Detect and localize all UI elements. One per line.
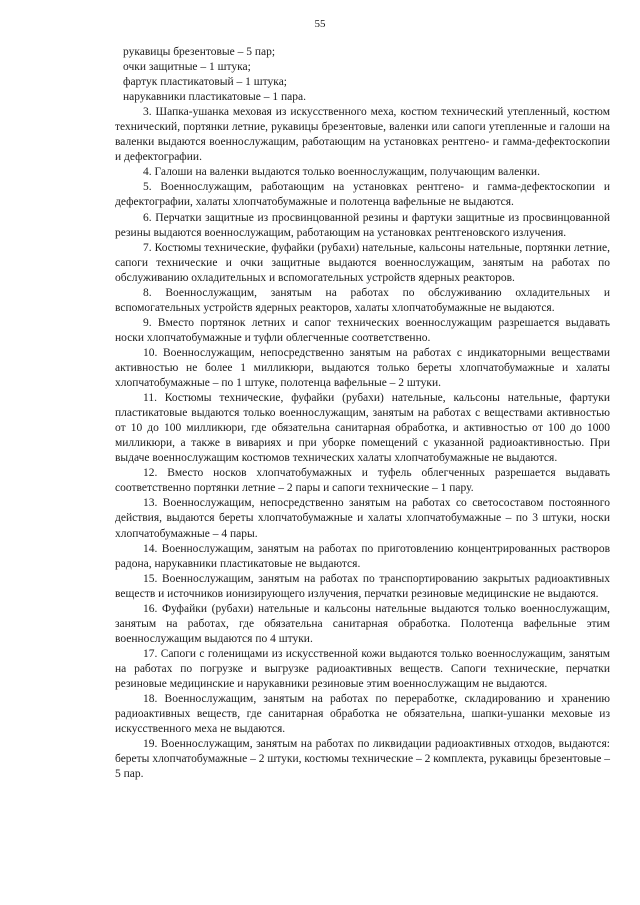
paragraph-17: 17. Сапоги с голенищами из искусственной кожи выдаются только военнослужащим, занятым на работах по погрузке и выгрузке радиоактивных веществ. Сапоги технические, перчатки резиновые медицинские и нарукавники резиновые этим военнослужащим не выдаются. xyxy=(115,647,610,690)
page-number: 55 xyxy=(314,18,326,30)
paragraph-15: 15. Военнослужащим, занятым на работах по транспортированию закрытых радиоактивных веществ и источников ионизирующего излучения, перчатки резиновые медицинские не выдаются. xyxy=(115,572,610,600)
paragraph-13: 13. Военнослужащим, непосредственно занятым на работах со светосоставом постоянного действия, выдаются береты хлопчатобумажные и халаты хлопчатобумажные – по 3 штуки, носки хлопчатобумажные – 4 пары. xyxy=(115,497,610,540)
paragraph-19: 19. Военнослужащим, занятым на работах по ликвидации радиоактивных отходов, выдаются: береты хлопчатобумажные – 2 штуки, костюмы технические – 2 комплекта, рукавицы брезентовые – 5 пар. xyxy=(115,738,610,781)
paragraph-11: 11. Костюмы технические, фуфайки (рубахи) нательные, кальсоны нательные, фартуки пластикатовые выдаются только военнослужащим, занятым на работах с веществами активностью от 10 до 100 милликюри, где обязательна санитарная обработка, и активностью от 100 до 1000 милликюри, а также в вивариях и при уборке помещений с указанной радиоактивностью. При выдаче военнослужащим костюмов технических халаты хлопчатобумажные не выдаются. xyxy=(115,392,610,465)
paragraph-4: 4. Галоши на валенки выдаются только военнослужащим, получающим валенки. xyxy=(143,166,540,179)
paragraph-8: 8. Военнослужащим, занятым на работах по обслуживанию охладительных и вспомогательных устройств ядерных реакторов, халаты хлопчатобумажные не выдаются. xyxy=(115,286,610,314)
list-item: фартук пластикатовый – 1 штука; xyxy=(123,76,287,89)
paragraph-18: 18. Военнослужащим, занятым на работах по переработке, складированию и хранению радиоактивных веществ, где санитарная обработка не обязательна, шапки-ушанки меховые из искусственного меха не выдаются. xyxy=(115,693,610,736)
paragraph-6: 6. Перчатки защитные из просвинцованной резины и фартуки защитные из просвинцованной резины выдаются военнослужащим, работающим на установках рентгеновского излучения. xyxy=(115,211,610,239)
list-item: рукавицы брезентовые – 5 пар; xyxy=(123,46,276,58)
paragraph-5: 5. Военнослужащим, работающим на установках рентгено- и гамма-дефектоскопии и дефектографии, халаты хлопчатобумажные и полотенца вафельные не выдаются. xyxy=(115,181,610,209)
document-body xyxy=(115,45,610,782)
paragraph-3: 3. Шапка-ушанка меховая из искусственного меха, костюм технический утепленный, костюм технический, портянки летние, рукавицы брезентовые, валенки или сапоги утепленные и галоши на валенки выдаются военнослужащим, работающим на установках рентгено- и гамма-дефектоскопии и дефектографии. xyxy=(115,106,610,164)
paragraph-14: 14. Военнослужащим, занятым на работах по приготовлению концентрированных растворов радона, нарукавники пластикатовые не выдаются. xyxy=(115,542,610,570)
list-item: очки защитные – 1 штука; xyxy=(123,61,251,74)
paragraph-16: 16. Фуфайки (рубахи) нательные и кальсоны нательные выдаются только военнослужащим, занятым на работах, где обязательна санитарная обработка. Полотенца вафельные этим военнослужащим выдаются по 4 штуки. xyxy=(115,602,610,645)
paragraph-7: 7. Костюмы технические, фуфайки (рубахи) нательные, кальсоны нательные, портянки летние, сапоги технические и очки защитные выдаются военнослужащим, занятым на работах по обслуживанию охладительных и вспомогательных устройств ядерных реакторов. xyxy=(115,241,610,284)
paragraph-9: 9. Вместо портянок летних и сапог технических военнослужащим разрешается выдавать носки хлопчатобумажные и туфли облегченные соответственно. xyxy=(115,316,610,344)
list-item: нарукавники пластикатовые – 1 пара. xyxy=(123,91,306,104)
paragraph-10: 10. Военнослужащим, непосредственно занятым на работах с индикаторными веществами активностью не более 1 милликюри, выдаются только береты хлопчатобумажные и халаты хлопчатобумажные – по 1 штуке, полотенца вафельные – 2 штуки. xyxy=(115,346,610,390)
item-list xyxy=(115,45,610,105)
paragraph-12: 12. Вместо носков хлопчатобумажных и туфель облегченных разрешается выдавать соответственно портянки летние – 2 пары и сапоги технические – 1 пару. xyxy=(115,467,610,495)
